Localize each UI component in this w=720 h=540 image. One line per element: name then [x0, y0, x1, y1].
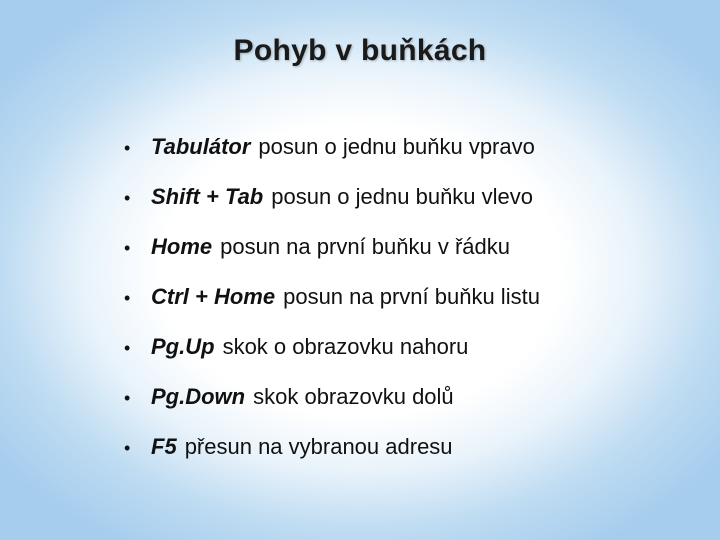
bullet-item-shift-tab	[124, 184, 704, 234]
shortcut-key: Pg.Up	[151, 334, 215, 359]
shortcut-description: přesun na vybranou adresu	[184, 434, 453, 459]
bullet-list	[124, 134, 704, 484]
shortcut-key: Ctrl + Home	[151, 284, 276, 309]
bullet-icon: •	[124, 188, 131, 208]
shortcut-description: posun o jednu buňku vpravo	[258, 134, 535, 159]
bullet-icon: •	[124, 438, 131, 458]
bullet-icon: •	[124, 388, 131, 408]
shortcut-description: skok obrazovku dolů	[253, 384, 454, 409]
bullet-item-home	[124, 234, 704, 284]
shortcut-key: Shift + Tab	[151, 184, 264, 209]
shortcut-description: posun na první buňku v řádku	[220, 234, 510, 259]
slide-title: Pohyb v buňkách	[233, 34, 487, 67]
bullet-item-tabulator	[124, 134, 704, 184]
shortcut-description: posun o jednu buňku vlevo	[271, 184, 534, 209]
bullet-item-pg-up	[124, 334, 704, 384]
bullet-icon: •	[124, 138, 131, 158]
bullet-icon: •	[124, 238, 131, 258]
shortcut-key: Home	[151, 234, 213, 259]
bullet-item-pg-down	[124, 384, 704, 434]
shortcut-key: Pg.Down	[151, 384, 246, 409]
bullet-icon: •	[124, 288, 131, 308]
shortcut-key: F5	[151, 434, 177, 459]
shortcut-description: skok o obrazovku nahoru	[222, 334, 469, 359]
bullet-item-f5	[124, 434, 704, 484]
shortcut-key: Tabulátor	[151, 134, 251, 159]
bullet-icon: •	[124, 338, 131, 358]
shortcut-description: posun na první buňku listu	[283, 284, 540, 309]
bullet-item-ctrl-home	[124, 284, 704, 334]
